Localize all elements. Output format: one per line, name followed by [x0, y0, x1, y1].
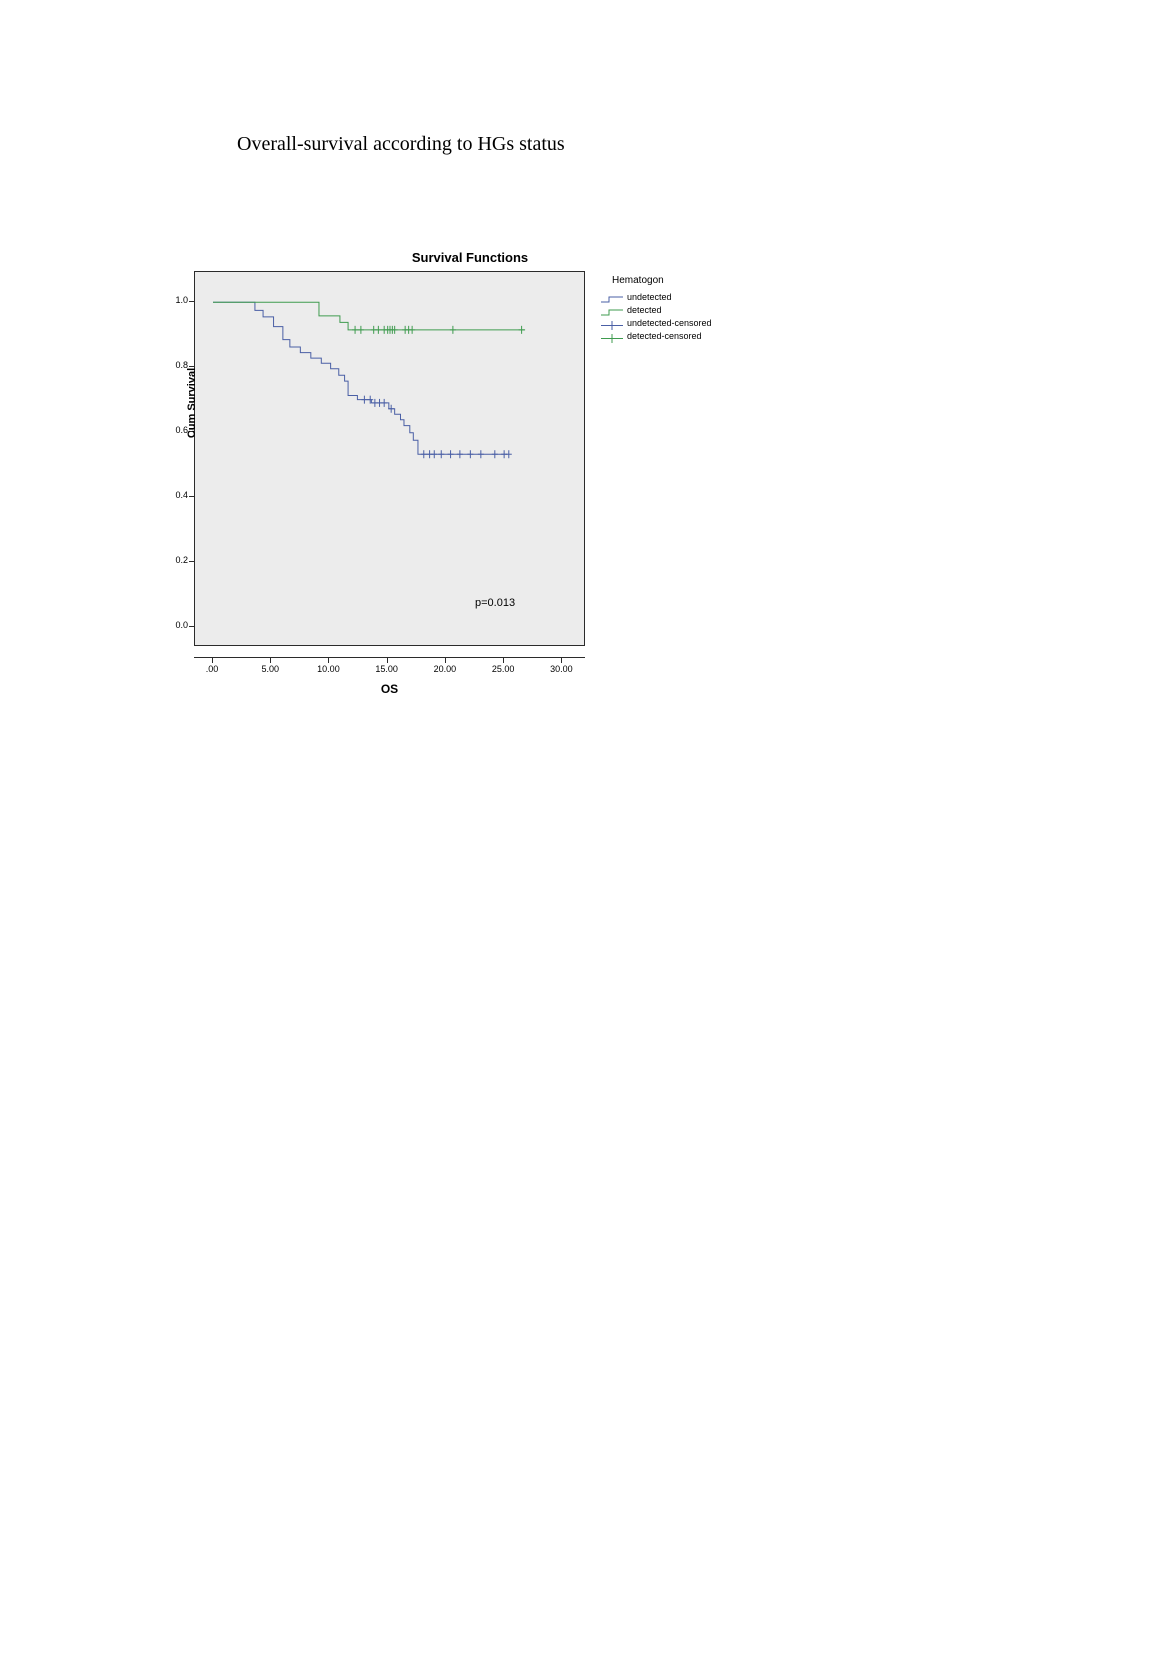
survival-curve-detected: [213, 302, 525, 330]
y-tick-mark: [189, 626, 194, 627]
y-tick-label: 0.0: [175, 620, 188, 630]
y-tick-mark: [189, 301, 194, 302]
x-tick-label: .00: [205, 664, 219, 674]
legend-entry: [600, 330, 720, 342]
legend: [600, 275, 720, 343]
x-tick-mark: [387, 658, 388, 663]
x-tick-label: 15.00: [375, 664, 398, 674]
page-title: Overall-survival according to HGs status: [237, 133, 565, 155]
x-tick-mark: [328, 658, 329, 663]
legend-key-icon: [600, 318, 624, 329]
legend-key-icon: [600, 331, 624, 342]
x-tick-label: 10.00: [317, 664, 340, 674]
x-tick-label: 5.00: [261, 664, 279, 674]
x-tick-label: 30.00: [550, 664, 573, 674]
survival-curve-undetected: [213, 302, 508, 454]
legend-label: undetected-censored: [627, 318, 712, 328]
y-tick-label: 1.0: [175, 295, 188, 306]
y-tick-mark: [189, 496, 194, 497]
x-tick-mark: [212, 658, 213, 663]
p-value-annotation: p=0.013: [475, 597, 516, 609]
legend-label: detected: [627, 305, 662, 315]
x-tick-label: 20.00: [433, 664, 457, 674]
x-tick-label: 25.00: [491, 664, 515, 674]
legend-key-icon: [600, 305, 624, 316]
y-tick-label: 0.6: [175, 425, 188, 436]
legend-title: Hematogon: [612, 275, 664, 286]
legend-key-icon: [600, 292, 624, 303]
chart-title: Survival Functions: [411, 250, 529, 265]
y-tick-mark: [189, 561, 194, 562]
legend-entries: [600, 291, 720, 342]
y-tick-label: 0.8: [175, 360, 188, 371]
x-axis-line: [194, 657, 585, 658]
y-axis-title: Cum Survival: [186, 367, 198, 439]
x-tick-mark: [503, 658, 504, 663]
legend-entry: [600, 304, 720, 316]
plot-area: [194, 271, 585, 646]
x-tick-mark: [270, 658, 271, 663]
x-tick-mark: [445, 658, 446, 663]
censored-marks-undetected: [361, 396, 511, 459]
y-tick-label: 0.2: [175, 555, 188, 566]
y-tick-label: 0.4: [175, 490, 188, 501]
legend-label: undetected: [627, 292, 672, 302]
legend-label: detected-censored: [627, 331, 702, 341]
x-tick-mark: [561, 658, 562, 663]
x-axis-title: OS: [380, 682, 399, 696]
legend-entry: [600, 317, 720, 329]
legend-entry: [600, 291, 720, 303]
survival-chart-figure: [150, 245, 710, 705]
plot-svg: [195, 272, 584, 645]
